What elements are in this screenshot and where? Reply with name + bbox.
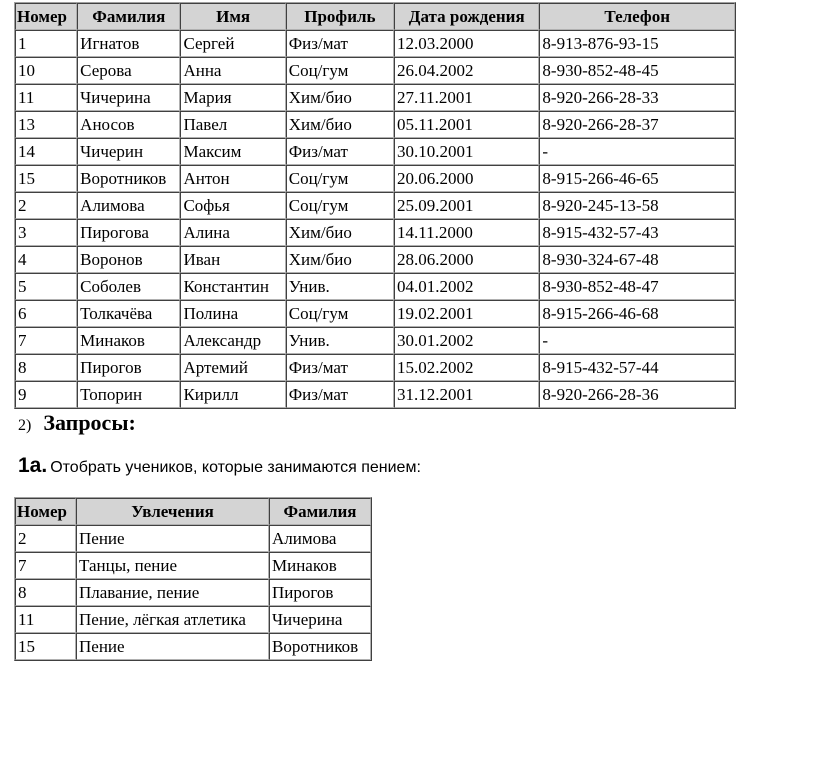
surname-cell: Серова: [77, 57, 180, 84]
number-cell: 2: [15, 192, 77, 219]
table-row: [15, 84, 735, 111]
surname-cell: Воротников: [77, 165, 180, 192]
number-cell: 11: [15, 84, 77, 111]
birthdate-cell: 04.01.2002: [394, 273, 539, 300]
name-cell: Алина: [180, 219, 285, 246]
query-label: 1а.: [18, 454, 48, 477]
profile-cell: Физ/мат: [286, 30, 394, 57]
surname-cell: Игнатов: [77, 30, 180, 57]
phone-cell: 8-930-324-67-48: [539, 246, 735, 273]
table-row: [15, 30, 735, 57]
profile-cell: Унив.: [286, 273, 394, 300]
birthdate-cell: 27.11.2001: [394, 84, 539, 111]
hobbies-cell: Пение: [76, 633, 269, 660]
birthdate-cell: 14.11.2000: [394, 219, 539, 246]
header-surname: Фамилия: [77, 3, 180, 30]
query-header-row: [15, 498, 371, 525]
profile-cell: Соц/гум: [286, 300, 394, 327]
phone-cell: 8-930-852-48-47: [539, 273, 735, 300]
birthdate-cell: 15.02.2002: [394, 354, 539, 381]
table-row: [15, 354, 735, 381]
profile-cell: Соц/гум: [286, 57, 394, 84]
name-cell: Кирилл: [180, 381, 285, 408]
name-cell: Антон: [180, 165, 285, 192]
surname-cell: Пирогов: [77, 354, 180, 381]
number-cell: 13: [15, 111, 77, 138]
birthdate-cell: 31.12.2001: [394, 381, 539, 408]
table-row: [15, 57, 735, 84]
header-profile: Профиль: [286, 3, 394, 30]
profile-cell: Хим/био: [286, 219, 394, 246]
header-number: Номер: [15, 3, 77, 30]
surname-cell: Чичерина: [269, 606, 371, 633]
profile-cell: Унив.: [286, 327, 394, 354]
phone-cell: 8-915-266-46-68: [539, 300, 735, 327]
query-header-hobbies: Увлечения: [76, 498, 269, 525]
name-cell: Полина: [180, 300, 285, 327]
number-cell: 15: [15, 633, 76, 660]
birthdate-cell: 20.06.2000: [394, 165, 539, 192]
name-cell: Мария: [180, 84, 285, 111]
phone-cell: -: [539, 138, 735, 165]
name-cell: Софья: [180, 192, 285, 219]
hobbies-cell: Пение, лёгкая атлетика: [76, 606, 269, 633]
birthdate-cell: 12.03.2000: [394, 30, 539, 57]
birthdate-cell: 26.04.2002: [394, 57, 539, 84]
surname-cell: Толкачёва: [77, 300, 180, 327]
phone-cell: 8-920-266-28-37: [539, 111, 735, 138]
header-birthdate: Дата рождения: [394, 3, 539, 30]
name-cell: Анна: [180, 57, 285, 84]
phone-cell: 8-913-876-93-15: [539, 30, 735, 57]
number-cell: 4: [15, 246, 77, 273]
phone-cell: 8-915-432-57-43: [539, 219, 735, 246]
number-cell: 5: [15, 273, 77, 300]
section-heading: [18, 410, 136, 436]
birthdate-cell: 19.02.2001: [394, 300, 539, 327]
query-header-surname: Фамилия: [269, 498, 371, 525]
phone-cell: 8-915-266-46-65: [539, 165, 735, 192]
query-body: [15, 525, 371, 660]
number-cell: 2: [15, 525, 76, 552]
birthdate-cell: 05.11.2001: [394, 111, 539, 138]
name-cell: Артемий: [180, 354, 285, 381]
profile-cell: Хим/био: [286, 111, 394, 138]
students-body: [15, 30, 735, 408]
number-cell: 9: [15, 381, 77, 408]
name-cell: Сергей: [180, 30, 285, 57]
surname-cell: Аносов: [77, 111, 180, 138]
table-row: [15, 633, 371, 660]
phone-cell: 8-915-432-57-44: [539, 354, 735, 381]
surname-cell: Алимова: [269, 525, 371, 552]
query-heading: [18, 454, 421, 478]
birthdate-cell: 30.01.2002: [394, 327, 539, 354]
surname-cell: Соболев: [77, 273, 180, 300]
table-row: [15, 138, 735, 165]
phone-cell: 8-920-266-28-33: [539, 84, 735, 111]
table-row: [15, 192, 735, 219]
name-cell: Иван: [180, 246, 285, 273]
surname-cell: Пирогова: [77, 219, 180, 246]
number-cell: 11: [15, 606, 76, 633]
section-title: Запросы:: [43, 410, 136, 435]
surname-cell: Пирогов: [269, 579, 371, 606]
table-row: [15, 273, 735, 300]
name-cell: Максим: [180, 138, 285, 165]
surname-cell: Минаков: [269, 552, 371, 579]
number-cell: 6: [15, 300, 77, 327]
birthdate-cell: 25.09.2001: [394, 192, 539, 219]
phone-cell: 8-920-266-28-36: [539, 381, 735, 408]
surname-cell: Алимова: [77, 192, 180, 219]
profile-cell: Хим/био: [286, 84, 394, 111]
phone-cell: -: [539, 327, 735, 354]
table-row: [15, 579, 371, 606]
profile-cell: Хим/био: [286, 246, 394, 273]
name-cell: Константин: [180, 273, 285, 300]
students-table: [14, 2, 736, 409]
table-row: [15, 381, 735, 408]
hobbies-cell: Пение: [76, 525, 269, 552]
surname-cell: Воронов: [77, 246, 180, 273]
number-cell: 3: [15, 219, 77, 246]
phone-cell: 8-930-852-48-45: [539, 57, 735, 84]
birthdate-cell: 30.10.2001: [394, 138, 539, 165]
number-cell: 15: [15, 165, 77, 192]
students-header-row: [15, 3, 735, 30]
profile-cell: Физ/мат: [286, 138, 394, 165]
table-row: [15, 300, 735, 327]
number-cell: 10: [15, 57, 77, 84]
number-cell: 7: [15, 552, 76, 579]
name-cell: Павел: [180, 111, 285, 138]
name-cell: Александр: [180, 327, 285, 354]
profile-cell: Соц/гум: [286, 165, 394, 192]
profile-cell: Физ/мат: [286, 354, 394, 381]
surname-cell: Минаков: [77, 327, 180, 354]
surname-cell: Чичерина: [77, 84, 180, 111]
header-name: Имя: [180, 3, 285, 30]
profile-cell: Соц/гум: [286, 192, 394, 219]
table-row: [15, 606, 371, 633]
table-row: [15, 327, 735, 354]
table-row: [15, 165, 735, 192]
hobbies-cell: Плавание, пение: [76, 579, 269, 606]
query-header-number: Номер: [15, 498, 76, 525]
profile-cell: Физ/мат: [286, 381, 394, 408]
table-row: [15, 552, 371, 579]
number-cell: 1: [15, 30, 77, 57]
query-description: Отобрать учеников, которые занимаются пением:: [50, 459, 421, 476]
number-cell: 14: [15, 138, 77, 165]
table-row: [15, 219, 735, 246]
table-row: [15, 246, 735, 273]
birthdate-cell: 28.06.2000: [394, 246, 539, 273]
hobbies-cell: Танцы, пение: [76, 552, 269, 579]
table-row: [15, 525, 371, 552]
header-phone: Телефон: [539, 3, 735, 30]
surname-cell: Чичерин: [77, 138, 180, 165]
table-row: [15, 111, 735, 138]
surname-cell: Топорин: [77, 381, 180, 408]
number-cell: 8: [15, 354, 77, 381]
number-cell: 7: [15, 327, 77, 354]
section-number: 2): [18, 417, 32, 434]
number-cell: 8: [15, 579, 76, 606]
surname-cell: Воротников: [269, 633, 371, 660]
phone-cell: 8-920-245-13-58: [539, 192, 735, 219]
query-table: [14, 497, 372, 661]
